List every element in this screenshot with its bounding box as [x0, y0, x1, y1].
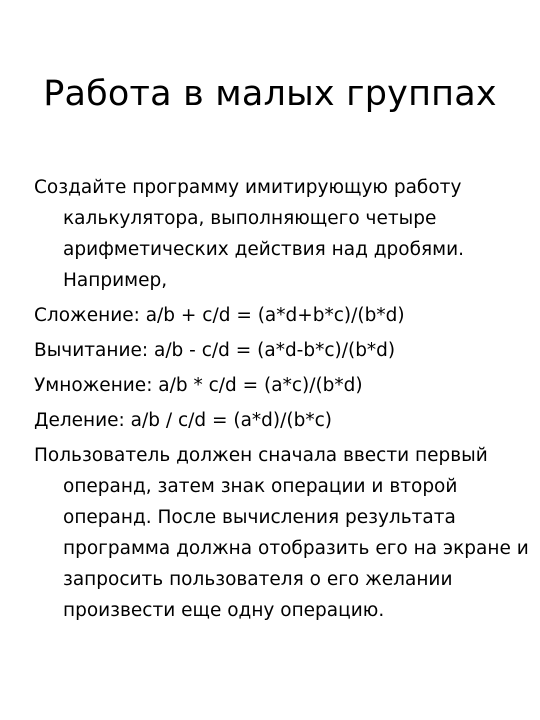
division-formula: Деление: a/b / c/d = (a*d)/(b*c): [34, 410, 332, 431]
multiplication-formula: Умножение: a/b * c/d = (a*c)/(b*d): [34, 375, 363, 396]
subtraction-formula: Вычитание: a/b - c/d = (a*d-b*c)/(b*d): [34, 340, 396, 361]
addition-formula: Сложение: a/b + c/d = (a*d+b*c)/(b*d): [34, 305, 405, 326]
slide-title: Работа в малых группах: [43, 74, 497, 114]
slide-body: [34, 172, 534, 630]
task-description: Создайте программу имитирующую работу калькулятора, выполняющего четыре арифметических действия над дробями. Например,: [34, 177, 465, 291]
user-instructions: Пользователь должен сначала ввести первый операнд, затем знак операции и второй операнд. После вычисления результата программа должна отобразить его на экране и запросить пользователя о его желании произвести еще одну операцию.: [34, 445, 529, 621]
